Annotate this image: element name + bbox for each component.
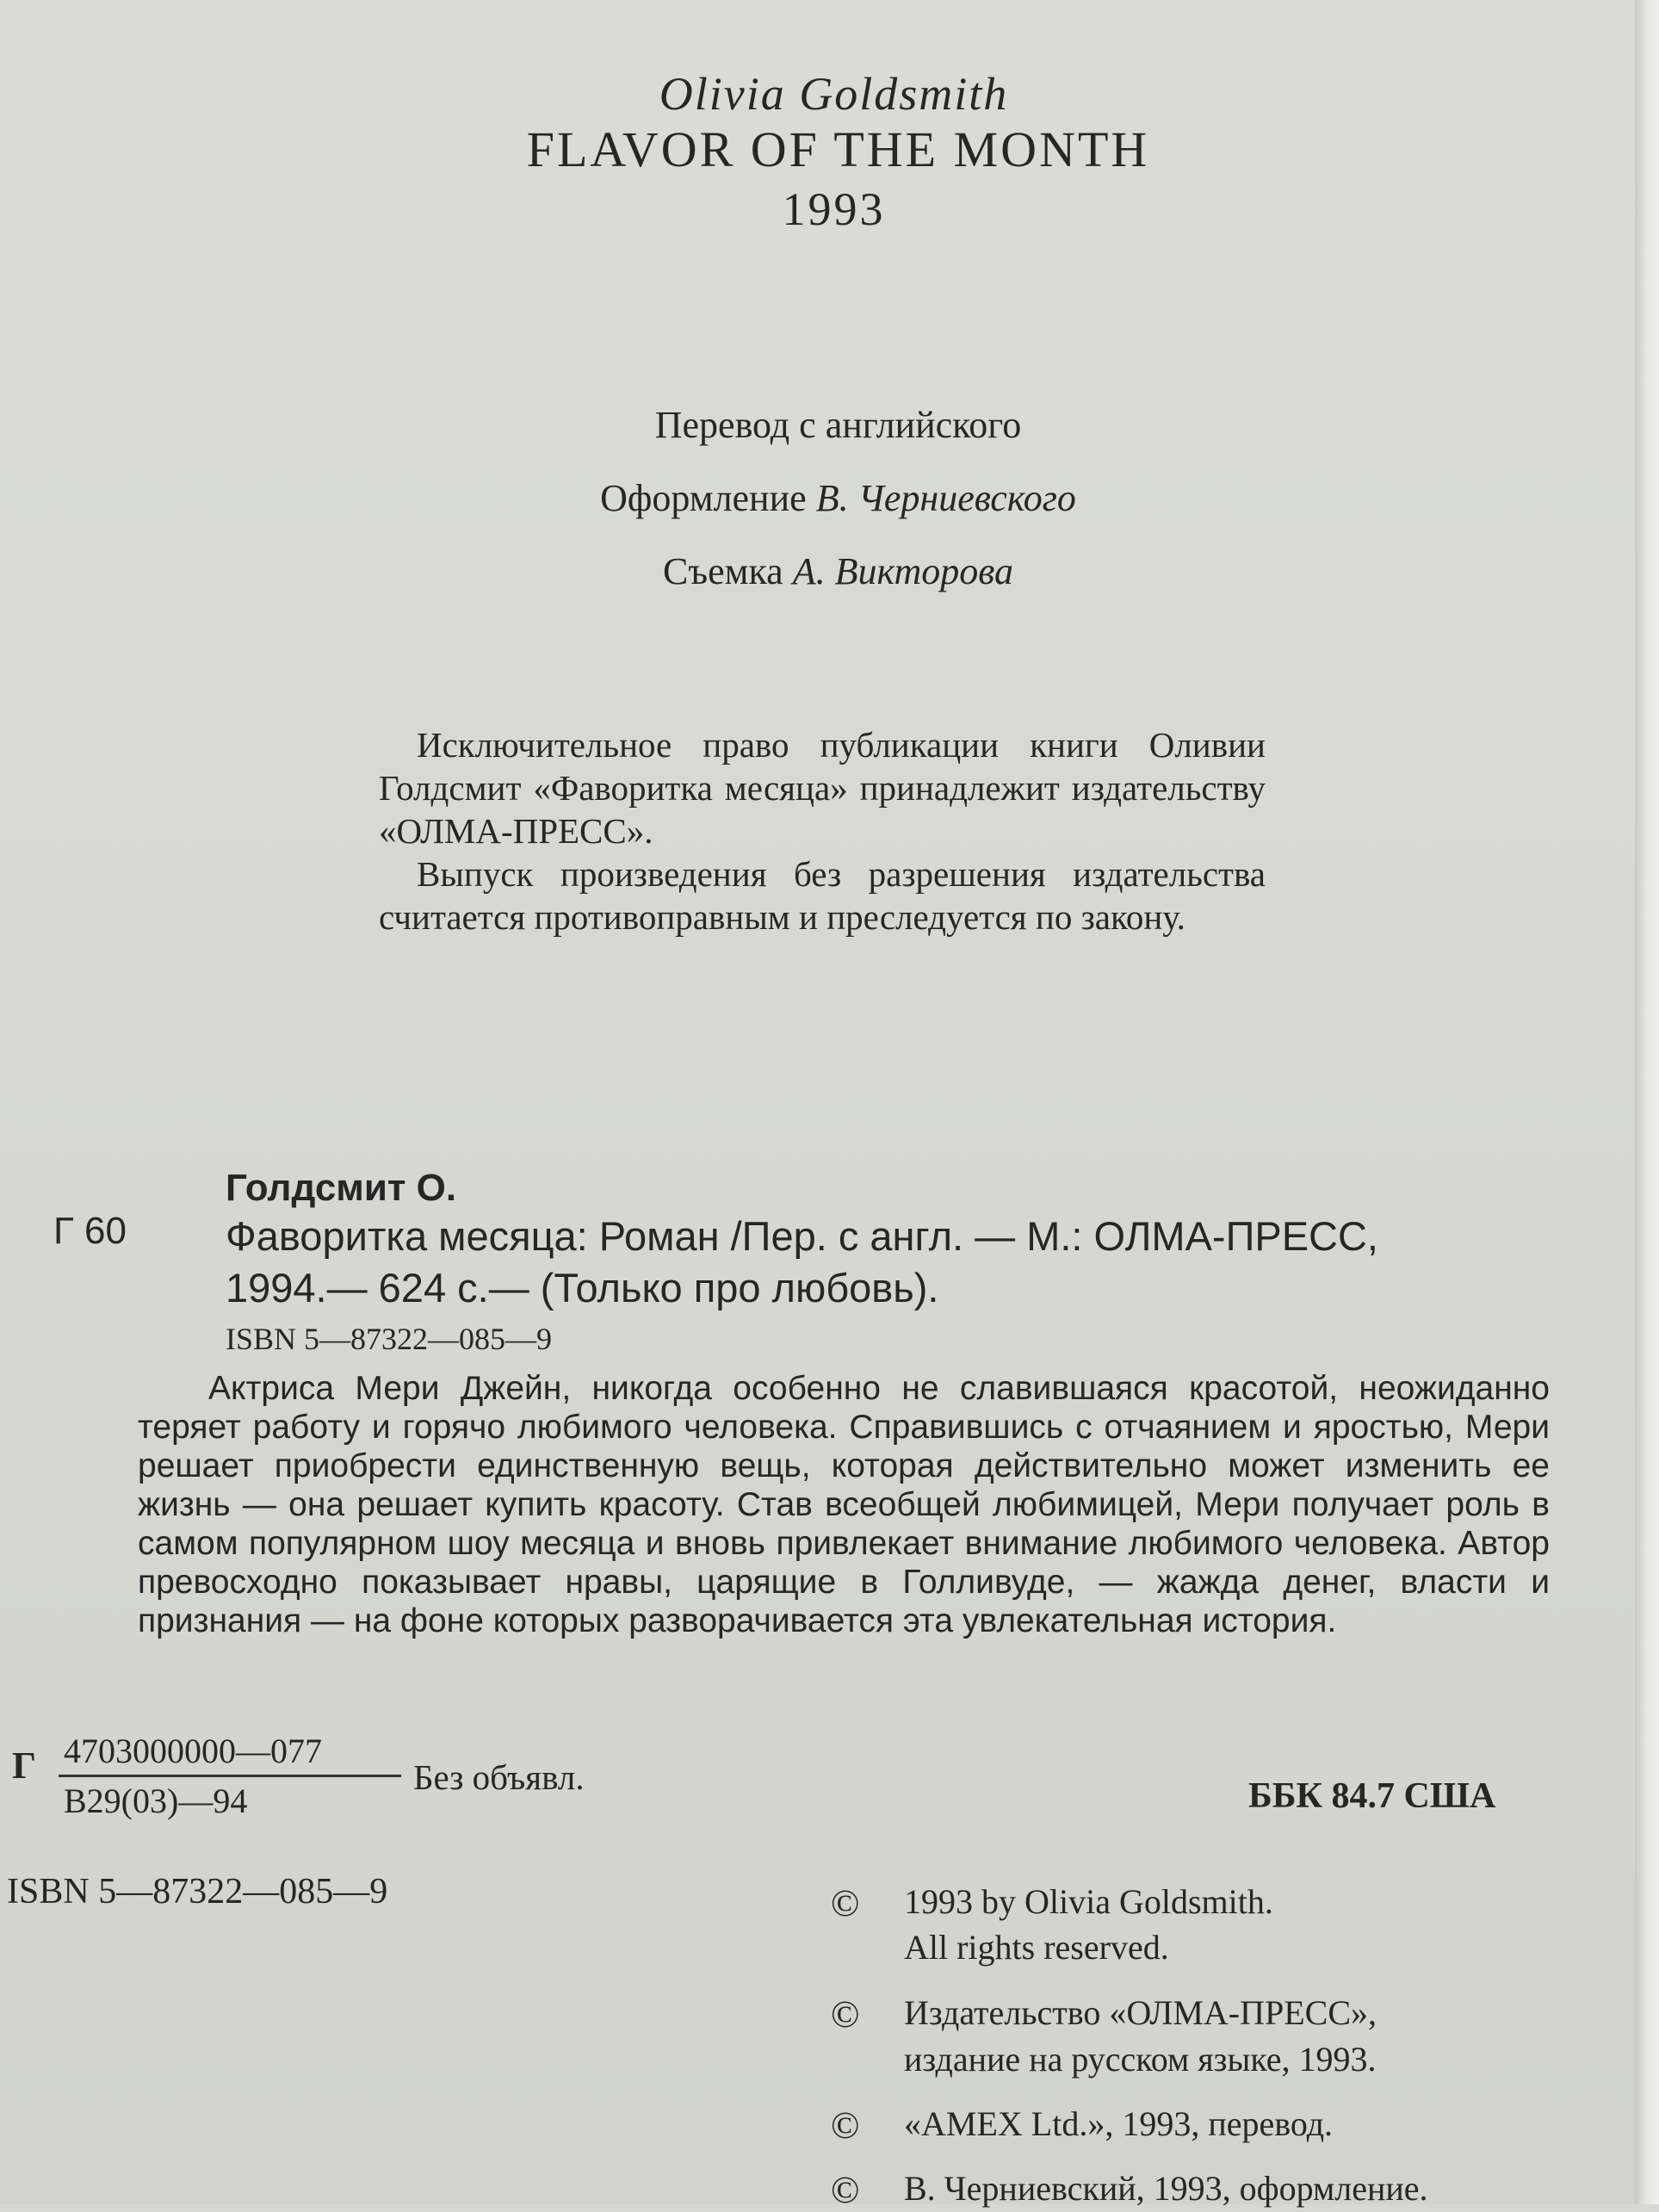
- copyright-line-2b: издание на русском языке, 1993.: [904, 2040, 1377, 2079]
- catalog-code: Г 60: [53, 1210, 127, 1252]
- price-note: Без объявл.: [413, 1757, 585, 1797]
- imprint-denominator: В29(03)—94: [64, 1781, 248, 1820]
- copyright-line-1: 1993 by Olivia Goldsmith.: [904, 1882, 1273, 1921]
- copyright-line-3: «AMEX Ltd.», 1993, перевод.: [904, 2104, 1334, 2143]
- photo-credit: [0, 549, 1659, 593]
- catalog-isbn: ISBN 5—87322—085—9: [226, 1322, 553, 1356]
- copyright-line-2: Издательство «ОЛМА-ПРЕСС»,: [904, 1993, 1377, 2032]
- catalog-author: Голдсмит О.: [226, 1167, 457, 1209]
- rights-paragraph-2: Выпуск произведения без разрешения издательства считается противоправным и преследуется по закону.: [379, 854, 1266, 937]
- design-name: В. Черниевского: [815, 477, 1076, 519]
- imprint-numerator: 4703000000—077: [64, 1732, 322, 1770]
- copyright-line-4: В. Черниевский, 1993, оформление.: [904, 2169, 1428, 2208]
- annotation-text: Актриса Мери Джейн, никогда особенно не славившаяся красотой, неожиданно теряет работу и горячо любимого человека. Справившись с отчаянием и яростью, Мери решает приобрести единственную вещь, которая действительно может изменить ее жизнь — она решает купить красоту. Став всеобщей любимицей, Мери получает роль в самом популярном шоу месяца и вновь привлекает внимание любимого человека. Автор превосходно показывает нравы, царящие в Голливуде, — жажда денег, власти и признания — на фоне которых разворачивается эта увлекательная история.: [138, 1370, 1550, 1639]
- imprint-letter: Г: [12, 1744, 36, 1787]
- design-label: Оформление: [600, 477, 807, 519]
- copyright-line-1b: All rights reserved.: [904, 1928, 1169, 1967]
- photo-name: А. Викторова: [792, 550, 1014, 592]
- book-annotation: [138, 1369, 1550, 1640]
- translation-credit: Перевод с английского: [654, 404, 1022, 446]
- bbk-code: ББК 84.7 США: [1248, 1776, 1496, 1816]
- original-title: FLAVOR OF THE MONTH: [526, 121, 1150, 177]
- page-edge: [1635, 0, 1659, 2204]
- catalog-entry-line-2: 1994.— 624 с.— (Только про любовь).: [226, 1265, 939, 1310]
- copyright-icon: ©: [831, 1993, 860, 2035]
- catalog-entry-line-1: Фаворитка месяца: Роман /Пер. с англ. — М.: ОЛМА-ПРЕСС,: [226, 1213, 1378, 1259]
- copyright-icon: ©: [831, 2104, 860, 2147]
- copyright-icon: ©: [831, 2169, 860, 2211]
- imprint-fraction-rule: [59, 1775, 401, 1777]
- copyright-icon: ©: [831, 1882, 860, 1924]
- rights-paragraph-1: Исключительное право публикации книги Оливии Голдсмит «Фаворитка месяца» принадлежит издательству «ОЛМА-ПРЕСС».: [379, 725, 1266, 851]
- original-author: Olivia Goldsmith: [659, 68, 1009, 120]
- photo-label: Съемка: [662, 550, 783, 592]
- original-year: 1993: [782, 183, 886, 235]
- design-credit: [0, 476, 1659, 520]
- rights-notice: [379, 723, 1266, 939]
- isbn-main: ISBN 5—87322—085—9: [7, 1872, 388, 1911]
